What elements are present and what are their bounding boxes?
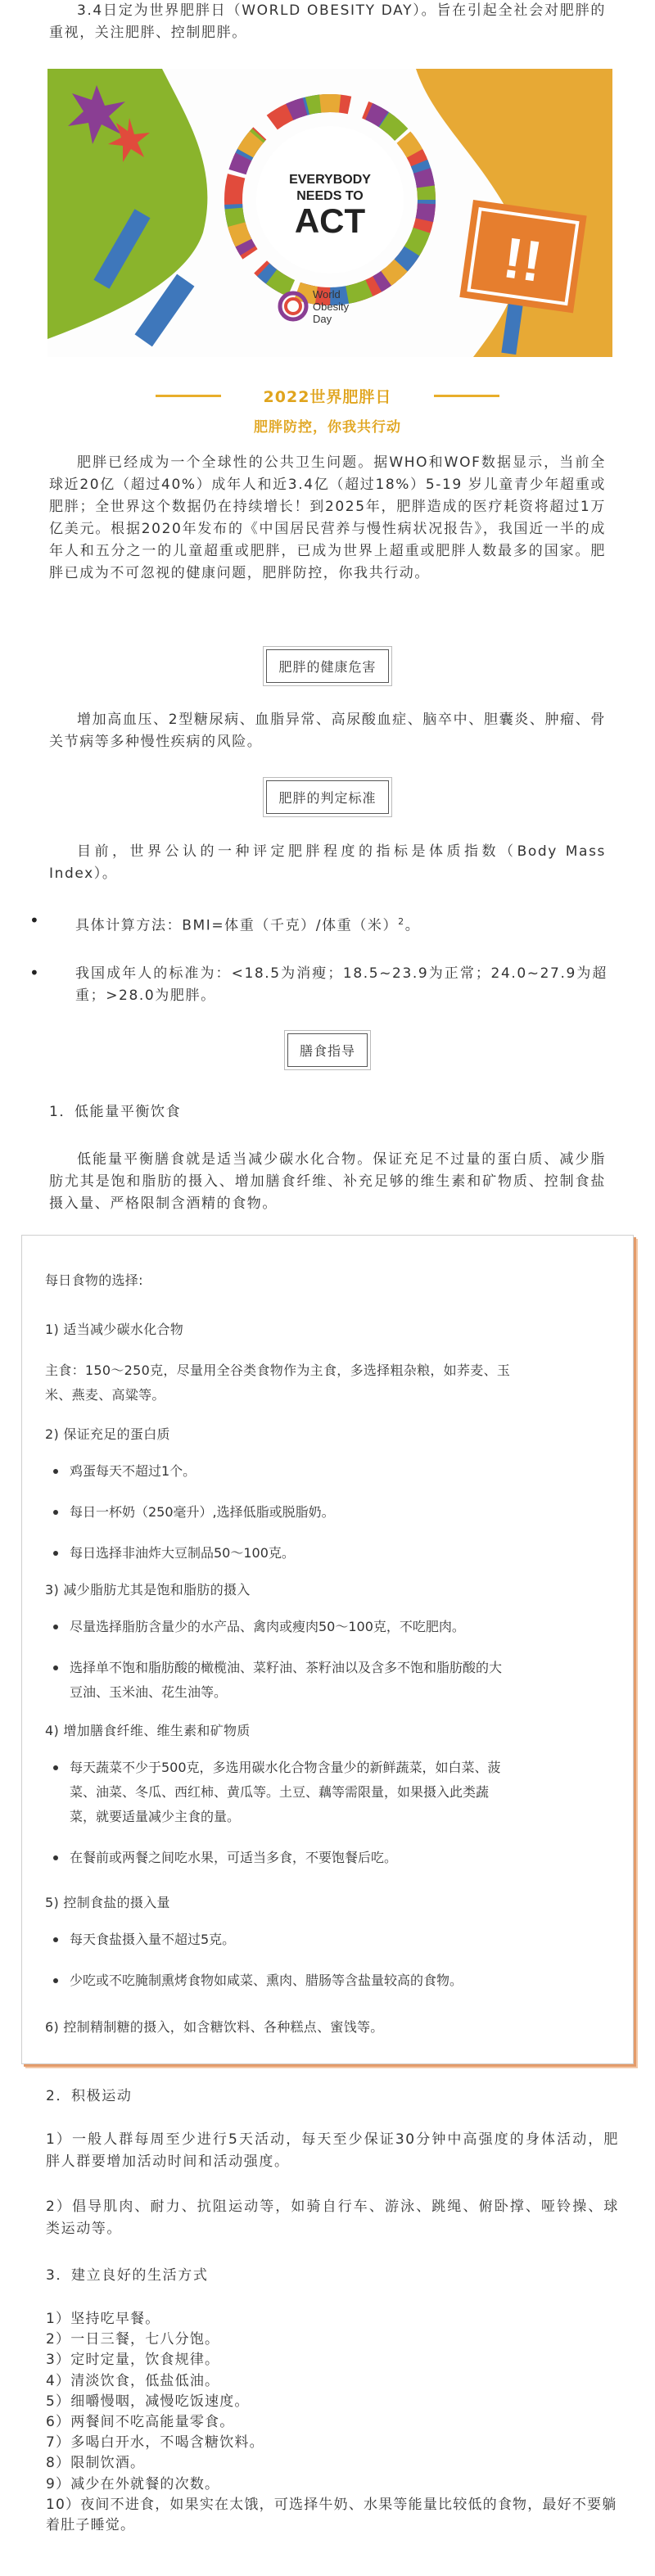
card-title: 每日食物的选择: (45, 1272, 143, 1288)
sign-mark: !! (499, 225, 546, 294)
harms-heading: 肥胖的健康危害 (266, 649, 388, 683)
event-title: 2022世界肥胖日 (263, 388, 392, 406)
slogan-line3: ACT (294, 201, 366, 240)
diet-heading: 膳食指导 (287, 1033, 368, 1067)
lifestyle-item: 1）坚持吃早餐。 (46, 2311, 160, 2327)
card-h1: 1) 适当减少碳水化合物 (45, 1322, 184, 1337)
card-h3-li2a: 选择单不饱和脂肪酸的橄榄油、菜籽油、茶籽油以及含多不饱和脂肪酸的大 (70, 1660, 503, 1675)
world-obesity-logo (280, 288, 350, 325)
bullet-dot (53, 1625, 58, 1629)
bullet-dot (53, 1510, 58, 1515)
lifestyle-item: 7）多喝白开水，不喝含糖饮料。 (46, 2434, 264, 2452)
harms-heading-box (0, 649, 655, 683)
bmi-formula: 具体计算方法：BMI=体重（千克）/体重（米）$^2$。 (75, 916, 421, 934)
overview-paragraph: 肥胖已经成为一个全球性的公共卫生问题。据WHO和WOF数据显示，当前全球近20亿（超过40%）成年人和近3.4亿（超过18%）5-19 岁儿童青少年超重或肥胖；全世界这个数据仍在持续增长！到2025年，肥胖造成的医疗耗资将超过1万亿美元。根据2020年发布的《中国居民营养与慢性病状况报告》，我国近一半的成年人和五分之一的儿童超重或肥胖，已成为世界上超重或肥胖人数最多的国家。肥胖已成为不可忽视的健康问题，肥胖防控，你我共行动。 (49, 454, 606, 581)
logo-line3: Day (313, 313, 332, 325)
criteria-heading: 肥胖的判定标准 (266, 780, 388, 814)
card-h1-text-b: 米、燕麦、高粱等。 (45, 1387, 165, 1403)
lifestyle-item: 4）清淡饮食，低盐低油。 (46, 2372, 220, 2389)
daily-food-card (21, 1235, 634, 2064)
card-h4: 4) 增加膳食纤维、维生素和矿物质 (45, 1723, 251, 1738)
card-h2-li2: 每日一杯奶（250毫升）,选择低脂或脱脂奶。 (70, 1504, 335, 1520)
card-h3-li2b: 豆油、玉米油、花生油等。 (70, 1684, 228, 1700)
bullet-dot (53, 1469, 58, 1474)
lifestyle-item: 5）细嚼慢咽，减慢吃饭速度。 (46, 2393, 250, 2410)
bullet-dot (53, 1665, 58, 1670)
card-h2-li1: 鸡蛋每天不超过1个。 (70, 1463, 196, 1479)
card-h5-li2: 少吃或不吃腌制熏烤食物如咸菜、熏肉、腊肠等含盐量较高的食物。 (70, 1973, 463, 1988)
lifestyle-item: 9）减少在外就餐的次数。 (46, 2475, 220, 2492)
logo-line1: World (313, 288, 341, 301)
card-h4-li2: 在餐前或两餐之间吃水果，可适当多食，不要饱餐后吃。 (70, 1850, 398, 1865)
diet-heading-box (0, 1033, 655, 1067)
bullet-dot (53, 1978, 58, 1983)
bullet-dot (53, 1937, 58, 1942)
lifestyle-item: 10）夜间不进食，如果实在太饿，可选择牛奶、水果等能量比较低的食物，最好不要躺着肚子睡觉。 (46, 2496, 617, 2533)
diet-section1-title: 1．低能量平衡饮食 (49, 1104, 182, 1120)
lifestyle-item: 8）限制饮酒。 (46, 2455, 146, 2472)
bullet-dot (53, 1855, 58, 1860)
exercise-p1: 1）一般人群每周至少进行5天活动，每天至少保证30分钟中高强度的身体活动，肥胖人群要增加活动时间和活动强度。 (46, 2131, 619, 2170)
harms-paragraph: 增加高血压、2型糖尿病、血脂异常、高尿酸血症、脑卒中、胆囊炎、肿瘤、骨关节病等多种慢性疾病的风险。 (49, 712, 606, 750)
lifestyle-title: 3．建立良好的生活方式 (46, 2267, 209, 2284)
card-h5-li1: 每天食盐摄入量不超过5克。 (70, 1932, 236, 1947)
card-h2-li3: 每日选择非油炸大豆制品50～100克。 (70, 1545, 295, 1561)
bullet-dot: • (29, 963, 39, 983)
card-h2: 2) 保证充足的蛋白质 (45, 1426, 170, 1442)
bullet-dot (53, 1765, 58, 1770)
event-subtitle: 肥胖防控，你我共行动 (254, 419, 401, 436)
slogan-line1: EVERYBODY (289, 173, 371, 187)
card-h4-li1b: 菜、油菜、冬瓜、西红柿、黄瓜等。土豆、藕等需限量，如果摄入此类蔬 (70, 1784, 490, 1800)
banner-illustration (47, 69, 612, 357)
hands-circle-icon (233, 103, 427, 296)
card-h1-text-a: 主食：150～250克，尽量用全谷类食物作为主食，多选择粗杂粮，如荞麦、玉 (45, 1363, 511, 1378)
card-h4-li1c: 菜，就要适量减少主食的量。 (70, 1809, 241, 1824)
exercise-p2: 2）倡导肌肉、耐力、抗阻运动等，如骑自行车、游泳、跳绳、俯卧撑、哑铃操、球类运动等。 (46, 2199, 619, 2237)
card-h3: 3) 减少脂肪尤其是饱和脂肪的摄入 (45, 1582, 251, 1598)
criteria-paragraph: 目前，世界公认的一种评定肥胖程度的指标是体质指数（Body Mass Index）。 (49, 843, 606, 882)
lifestyle-item: 2）一日三餐，七八分饱。 (46, 2331, 220, 2348)
bmi-standard: 我国成年人的标准为：<18.5为消瘦；18.5~23.9为正常；24.0~27.9为超重；>28.0为肥胖。 (75, 965, 608, 1004)
card-h5: 5) 控制食盐的摄入量 (45, 1895, 170, 1910)
card-h6: 6) 控制精制糖的摄入，如含糖饮料、各种糕点、蜜饯等。 (45, 2019, 384, 2035)
logo-line2: Obesity (313, 301, 350, 313)
card-h3-li1: 尽量选择脂肪含量少的水产品、禽肉或瘦肉50～100克，不吃肥肉。 (70, 1619, 465, 1634)
criteria-heading-box (0, 780, 655, 814)
bullet-dot: • (29, 911, 39, 930)
intro-paragraph: 3.4日定为世界肥胖日（WORLD OBESITY DAY）。旨在引起全社会对肥胖的重视，关注肥胖、控制肥胖。 (49, 2, 606, 41)
world-obesity-day-banner (47, 69, 612, 357)
card-h4-li1a: 每天蔬菜不少于500克，多选用碳水化合物含量少的新鲜蔬菜，如白菜、菠 (70, 1760, 501, 1775)
lifestyle-item: 3）定时定量，饮食规律。 (46, 2352, 220, 2369)
slogan-line2: NEEDS TO (296, 189, 364, 203)
exercise-title: 2．积极运动 (46, 2088, 133, 2104)
bullet-dot (53, 1551, 58, 1556)
diet-section1-text: 低能量平衡膳食就是适当减少碳水化合物。保证充足不过量的蛋白质、减少脂肪尤其是饱和脂肪的摄入、增加膳食纤维、补充足够的维生素和矿物质、控制食盐摄入量、严格限制含酒精的食物。 (49, 1151, 606, 1212)
lifestyle-item: 6）两餐间不吃高能量零食。 (46, 2414, 235, 2430)
